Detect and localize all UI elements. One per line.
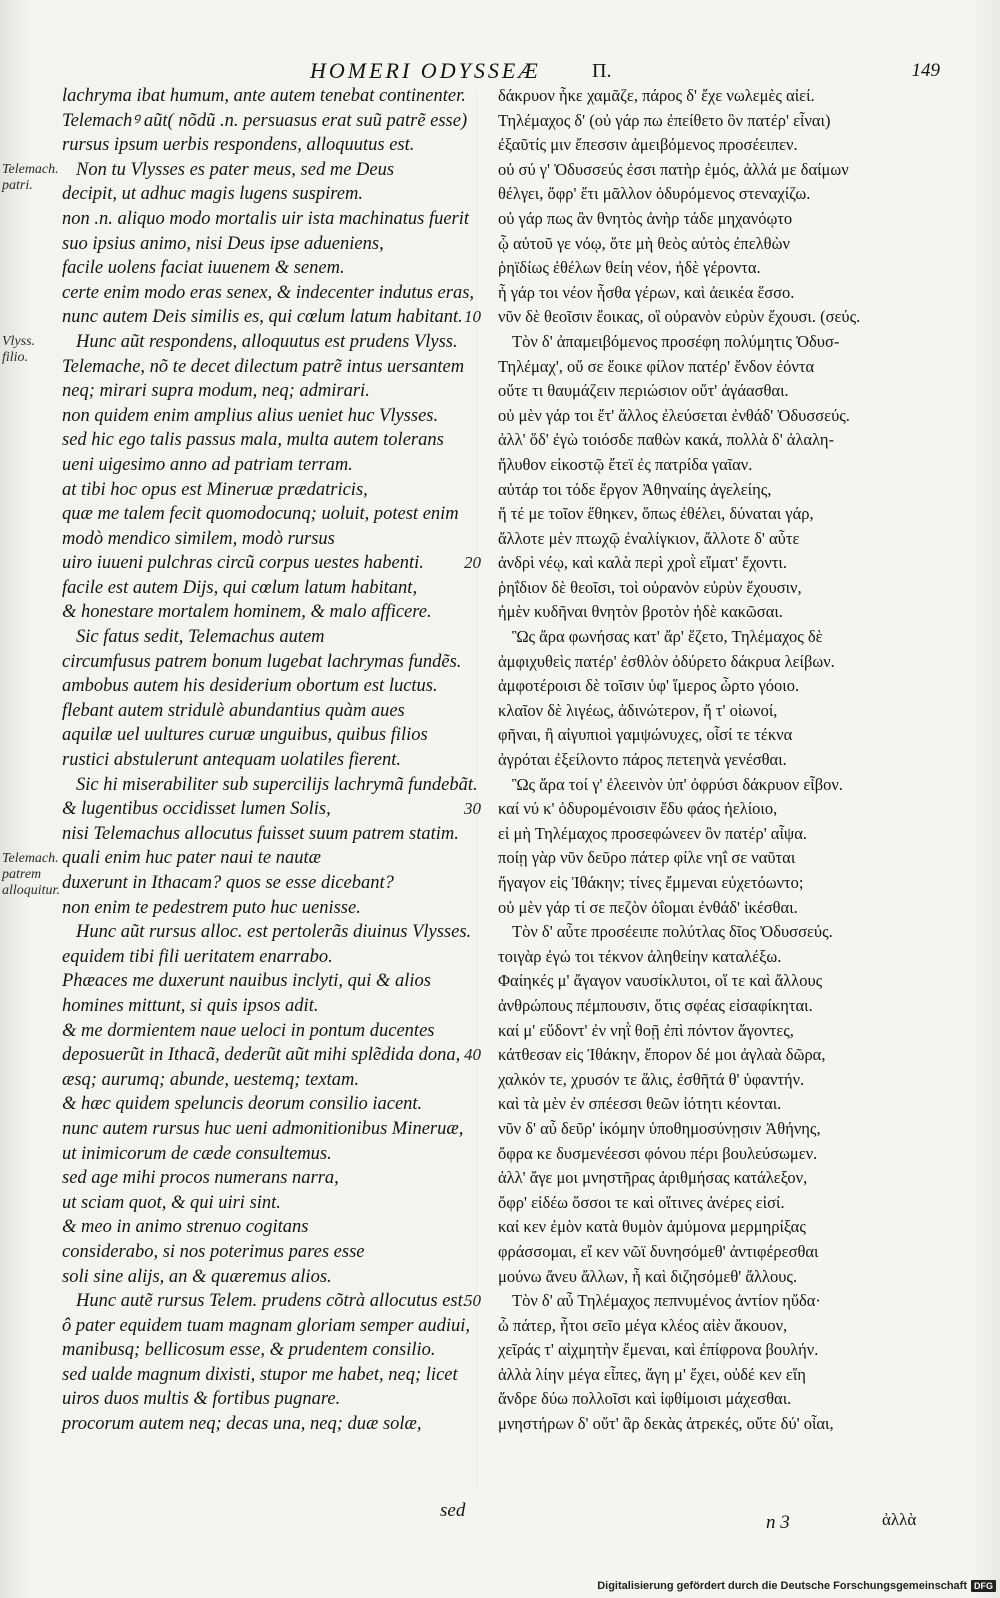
latin-line: & lugentibus occidisset lumen Solis,	[62, 799, 331, 820]
latin-line: soli sine alijs, an & quæremus alios.	[62, 1266, 332, 1287]
latin-line: Sic hi miserabiliter sub supercilijs lachrymã fundebãt.	[76, 774, 478, 795]
latin-line: non quidem enim amplius alius ueniet huc Vlysses.	[62, 405, 439, 426]
latin-line: nisi Telemachus allocutus fuisset suum patrem statim.	[62, 823, 459, 844]
latin-line: at tibi hoc opus est Mineruæ prædatricis,	[62, 479, 368, 500]
latin-line: decipit, ut adhuc magis lugens suspirem.	[62, 184, 363, 205]
greek-line: ὄφρ' εἰδέω ὅσσοι τε καὶ οἵτινες ἀνέρες εἰσί.	[498, 1192, 785, 1212]
greek-line: ἤλυθον εἰκοστῷ ἔτεϊ ἐς πατρίδα γαῖαν.	[498, 454, 753, 474]
greek-line: καί νύ κ' ὀδυρομένοισιν ἔδυ φάος ἠελίοιο,	[498, 799, 778, 819]
line-number: 40	[464, 1045, 481, 1065]
margin-note: Telemach. patri.	[2, 161, 59, 193]
greek-line: ἀλλὰ λίην μέγα εἶπες, ἄγη μ' ἔχει, οὐδέ κεν εἴη	[498, 1364, 806, 1384]
latin-line: Hunc autẽ rursus Telem. prudens cõtrà allocutus est.	[76, 1291, 468, 1312]
greek-line: οὐ μὲν γάρ τοι ἔτ' ἄλλος ἐλεύσεται ἐνθάδ' Ὀδυσσεύς.	[498, 405, 850, 425]
latin-line: uiro iuueni pulchras circũ corpus uestes habenti.	[62, 553, 424, 574]
latin-line: deposuerũt in Ithacã, dederũt aũt mihi splẽdida dona,	[62, 1045, 461, 1066]
greek-line: χαλκόν τε, χρυσόν τε ἅλις, ἐσθῆτά θ' ὑφαντήν.	[498, 1069, 805, 1089]
greek-line: ὦ πάτερ, ἦτοι σεῖο μέγα κλέος αἰὲν ἄκουον,	[498, 1315, 788, 1335]
greek-line: ἀγρόται ἐξείλοντο πάρος πετεηνὰ γενέσθαι.	[498, 750, 787, 770]
latin-line: certe enim modo eras senex, & indecenter indutus eras,	[62, 282, 475, 303]
dfg-logo: DFG	[971, 1580, 996, 1592]
margin-note: Telemach. patrem alloquitur.	[2, 850, 60, 898]
greek-catchword: ἀλλὰ	[882, 1510, 917, 1529]
greek-line: Τὸν δ' αὖ Τηλέμαχος πεπνυμένος ἀντίον ηὔδα·	[512, 1291, 821, 1311]
latin-line: quali enim huc pater naui te nautæ	[62, 848, 321, 869]
greek-line: ἀνθρώπους πέμπουσιν, ὅτις σφέας εἰσαφίκηται.	[498, 995, 813, 1015]
latin-line: Telemache, nõ te decet dilectum patrẽ intus uersantem	[62, 356, 465, 377]
greek-line: ἥ τέ με τοῖον ἔθηκεν, ὅπως ἐθέλει, δύναται γάρ,	[498, 504, 814, 524]
latin-line: sed age mihi procos numerans narra,	[62, 1168, 339, 1189]
latin-line: facile est autem Dijs, qui cœlum latum habitant,	[62, 577, 418, 598]
greek-line: ἀλλ' ὅδ' ἐγὼ τοιόσδε παθὼν κακά, πολλὰ δ' ἀλαλη-	[498, 430, 835, 450]
greek-line: νῦν δὲ θεοῖσιν ἔοικας, οἳ οὐρανὸν εὐρὺν ἔχουσι. (σεύς.	[498, 307, 861, 327]
greek-line: Τηλέμαχος δ' (οὐ γάρ πω ἐπείθετο ὃν πατέρ' εἶναι)	[498, 110, 831, 130]
greek-line: ἠμὲν κυδῆναι θνητὸν βροτὸν ἠδὲ κακῶσαι.	[498, 602, 783, 622]
greek-line: οὔτε τι θαυμάζειν περιώσιον οὔτ' ἀγάασθαι.	[498, 381, 789, 401]
latin-line: nunc autem rursus huc ueni admonitionibus Mineruæ,	[62, 1118, 464, 1139]
latin-line: lachryma ibat humum, ante autem tenebat continenter.	[62, 86, 466, 106]
greek-line: ἀνδρὶ νέῳ, καὶ καλὰ περὶ χροῒ εἵματ' ἔχοντι.	[498, 553, 787, 573]
margin-note: Vlyss. filio.	[2, 334, 36, 365]
greek-line: οὐ μὲν γάρ τί σε πεζὸν ὀΐομαι ἐνθάδ' ἱκέσθαι.	[498, 897, 798, 917]
line-number: 10	[464, 307, 481, 327]
greek-line: Τὸν δ' ἀπαμειβόμενος προσέφη πολύμητις Ὀδυσ-	[512, 331, 840, 351]
latin-line: Telemachꝰ aũt( nõdũ .n. persuasus erat suũ patrẽ esse)	[62, 110, 468, 131]
greek-line: μνηστήρων δ' οὔτ' ἂρ δεκὰς ἀτρεκές, οὔτε δύ' οἶαι,	[498, 1414, 834, 1434]
latin-column	[62, 84, 478, 1437]
page-number: 149	[911, 60, 940, 81]
line-number: 30	[464, 799, 481, 819]
latin-line: suo ipsius animo, nisi Deus ipse aduenienѕ,	[62, 233, 384, 254]
latin-line: considerabo, si nos poterimus pares esse	[62, 1241, 365, 1262]
latin-line: Non tu Vlysses es pater meus, sed me Deus	[76, 159, 395, 180]
latin-line: procorum autem neq; decas una, neq; duæ solæ,	[62, 1414, 422, 1435]
greek-line: ἄλλοτε μὲν πτωχῷ ἐναλίγκιον, ἄλλοτε δ' αὖτε	[498, 528, 800, 548]
latin-line: rursus ipsum uerbis respondens, alloquutus est.	[62, 135, 415, 156]
latin-line: non .n. aliquo modo mortalis uir ista machinatus fuerit	[62, 208, 470, 229]
latin-line: Sic fatus sedit, Telemachus autem	[76, 627, 325, 648]
greek-line: νῦν δ' αὖ δεῦρ' ἱκόμην ὑποθημοσύνῃσιν Ἀθήνης,	[498, 1118, 821, 1138]
greek-line: ῥηϊδίως ἐθέλων θείη νέον, ἠδὲ γέροντα.	[498, 258, 761, 278]
greek-line: θέλγει, ὄφρ' ἔτι μᾶλλον ὀδυρόμενος στεναχίζω.	[498, 184, 811, 204]
greek-line: οὐ σύ γ' Ὀδυσσεύς ἐσσι πατὴρ ἐμός, ἀλλά με δαίμων	[498, 159, 849, 179]
latin-line: rustici abstulerunt antequam uolatiles fierent.	[62, 750, 401, 771]
latin-line: manibusq; bellicosum esse, & prudentem consilio.	[62, 1340, 436, 1361]
latin-line: non enim te pedestrem puto huc uenisse.	[62, 897, 361, 918]
latin-line: & me dormientem naue ueloci in pontum ducentes	[62, 1020, 435, 1041]
greek-line: Ὣς ἄρα φωνήσας κατ' ἄρ' ἕζετο, Τηλέμαχος δὲ	[512, 627, 823, 647]
footer-text: Digitalisierung gefördert durch die Deutsche Forschungsgemeinschaft	[597, 1580, 967, 1592]
latin-line: duxerunt in Ithacam? quos se esse dicebant?	[62, 873, 394, 893]
line-number: 20	[464, 553, 481, 573]
greek-line: φράσσομαι, εἴ κεν νῶϊ δυνησόμεθ' ἀντιφέρεσθαι	[498, 1241, 819, 1261]
greek-line: ὄφρα κε δυσμενέεσσι φόνου πέρι βουλεύσωμεν.	[498, 1143, 818, 1163]
greek-line: ἀμφοτέροισι δὲ τοῖσιν ὑφ' ἵμερος ὦρτο γόοιο.	[498, 676, 800, 696]
latin-line: & hæc quidem speluncis deorum consilio iacent.	[62, 1094, 423, 1115]
greek-line: Τηλέμαχ', οὔ σε ἔοικε φίλον πατέρ' ἔνδον ἐόντα	[498, 356, 815, 376]
latin-line: homines mittunt, si quis ipsos adit.	[62, 995, 319, 1016]
latin-line: Hunc aũt respondens, alloquutus est prudens Vlyss.	[76, 331, 458, 352]
latin-line: neq; mirari supra modum, neq; admirari.	[62, 381, 370, 402]
latin-line: modò mendico similem, modò rursus	[62, 528, 335, 549]
greek-line: Φαίηκές μ' ἄγαγον ναυσίκλυτοι, οἵ τε καὶ ἄλλους	[498, 971, 823, 991]
latin-line: ô pater equidem tuam magnam gloriam semper audiui,	[62, 1315, 470, 1336]
signature-mark: n 3	[766, 1512, 790, 1533]
greek-line: ἐξαῦτίς μιν ἔπεσσιν ἀμειβόμενος προσέειπεν.	[498, 135, 798, 155]
latin-line: flebant autem stridulè abundantius quàm aues	[62, 700, 405, 721]
greek-line: χεῖράς τ' αἰχμητὴν ἔμεναι, καὶ ἐπίφρονα βουλήν.	[498, 1340, 819, 1360]
greek-line: ποίῃ γὰρ νῦν δεῦρο πάτερ φίλε νηΐ σε ναῦται	[498, 848, 796, 868]
greek-line: τοιγὰρ ἐγώ τοι τέκνον ἀληθείην καταλέξω.	[498, 946, 782, 966]
greek-line: μούνω ἄνευ ἄλλων, ἦ καὶ διζησόμεθ' ἄλλους.	[498, 1266, 798, 1286]
latin-line: ut sciam quot, & qui uiri sint.	[62, 1192, 281, 1213]
greek-line: δάκρυον ἧκε χαμᾶζε, πάρος δ' ἔχε νωλεμὲς αἰεί.	[498, 86, 815, 105]
greek-line: καί κεν ἐμὸν κατὰ θυμὸν ἀμύμονα μερμηρίξας	[498, 1217, 806, 1237]
greek-line: ἄνδρε δύω πολλοῖσι καὶ ἰφθίμοισι μάχεσθαι.	[498, 1389, 792, 1409]
latin-line: æsq; aurumq; abunde, uestemq; textam.	[62, 1069, 359, 1090]
greek-line: εἰ μὴ Τηλέμαχος προσεφώνεεν ὃν πατέρ' αἶψα.	[498, 823, 807, 843]
greek-line: οὐ γάρ πως ἂν θνητὸς ἀνὴρ τάδε μηχανόῳτο	[498, 208, 793, 228]
latin-catchword: sed	[440, 1500, 466, 1521]
greek-line: ἤγαγον εἰς Ἰθάκην; τίνες ἔμμεναι εὐχετόωντο;	[498, 873, 804, 892]
greek-column	[498, 84, 898, 1437]
greek-line: ᾧ αὐτοῦ γε νόῳ, ὅτε μὴ θεὸς αὐτὸς ἐπελθὼν	[498, 233, 790, 253]
latin-line: quæ me talem fecit quomodocunq; uoluit, potest enim	[62, 504, 459, 525]
latin-line: nunc autem Deis similis es, qui cœlum latum habitant.	[62, 307, 463, 328]
latin-line: & meo in animo strenuo cogitans	[62, 1217, 309, 1238]
greek-line: ἀμφιχυθεὶς πατέρ' ἐσθλὸν ὀδύρετο δάκρυα λείβων.	[498, 651, 835, 671]
latin-line: Phæaces me duxerunt nauibus inclyti, qui & alios	[62, 971, 431, 992]
digitization-footer	[597, 1580, 996, 1592]
greek-line: ἦ γάρ τοι νέον ἦσθα γέρων, καὶ ἀεικέα ἕσσο.	[498, 282, 795, 302]
latin-line: ut inimicorum de cæde consultemus.	[62, 1143, 332, 1164]
greek-line: κλαῖον δὲ λιγέως, ἀδινώτερον, ἤ τ' οἰωνοί,	[498, 700, 778, 720]
greek-line: κάτθεσαν εἰς Ἰθάκην, ἔπορον δέ μοι ἀγλαὰ δῶρα,	[498, 1045, 826, 1065]
latin-line: sed hic ego talis passus mala, multa autem tolerans	[62, 430, 444, 451]
greek-line: Ὣς ἄρα τοί γ' ἐλεεινὸν ὑπ' ὀφρύσι δάκρυον εἶβον.	[512, 774, 843, 794]
latin-line: circumfusus patrem bonum lugebat lachrymas fundẽs.	[62, 651, 462, 672]
book-signature: Π.	[592, 60, 612, 82]
greek-line: αὐτάρ τοι τόδε ἔργον Ἀθηναίης ἀγελείης,	[498, 479, 772, 499]
latin-line: facile uolens faciat iuuenem & senem.	[62, 258, 345, 279]
greek-line: ἀλλ' ἄγε μοι μνηστῆρας ἀριθμήσας κατάλεξον,	[498, 1168, 808, 1188]
latin-line: equidem tibi fili ueritatem enarrabo.	[62, 946, 333, 967]
latin-line: & honestare mortalem hominem, & malo afficere.	[62, 602, 432, 623]
latin-line: aquilæ uel uultures curuæ unguibus, quibus filios	[62, 725, 428, 746]
latin-line: Hunc aũt rursus alloc. est pertolerãs diuinus Vlysses.	[76, 922, 472, 943]
greek-line: καί μ' εὕδοντ' ἐν νηῒ θοῇ ἐπὶ πόντον ἄγοντες,	[498, 1020, 794, 1040]
greek-line: φῆναι, ἢ αἰγυπιοὶ γαμψώνυχες, οἷσί τε τέκνα	[498, 725, 793, 745]
line-number: 50	[464, 1291, 481, 1311]
latin-line: ambobus autem his desiderium obortum est luctus.	[62, 676, 438, 697]
greek-line: καὶ τὰ μὲν ἐν σπέεσσι θεῶν ἰότητι κέονται.	[498, 1094, 782, 1114]
latin-line: sed ualde magnum dixisti, stupor me habet, neq; licet	[62, 1364, 458, 1385]
greek-line: Τὸν δ' αὖτε προσέειπε πολύτλας δῖος Ὀδυσσεύς.	[512, 922, 833, 942]
greek-line: ῥηΐδιον δὲ θεοῖσι, τοὶ οὐρανὸν εὐρὺν ἔχουσιν,	[498, 577, 802, 597]
latin-line: uiros duos multis & fortibus pugnare.	[62, 1389, 341, 1410]
latin-line: ueni uigesimo anno ad patriam terram.	[62, 454, 353, 475]
running-title: HOMERI ODYSSEÆ	[310, 58, 541, 83]
